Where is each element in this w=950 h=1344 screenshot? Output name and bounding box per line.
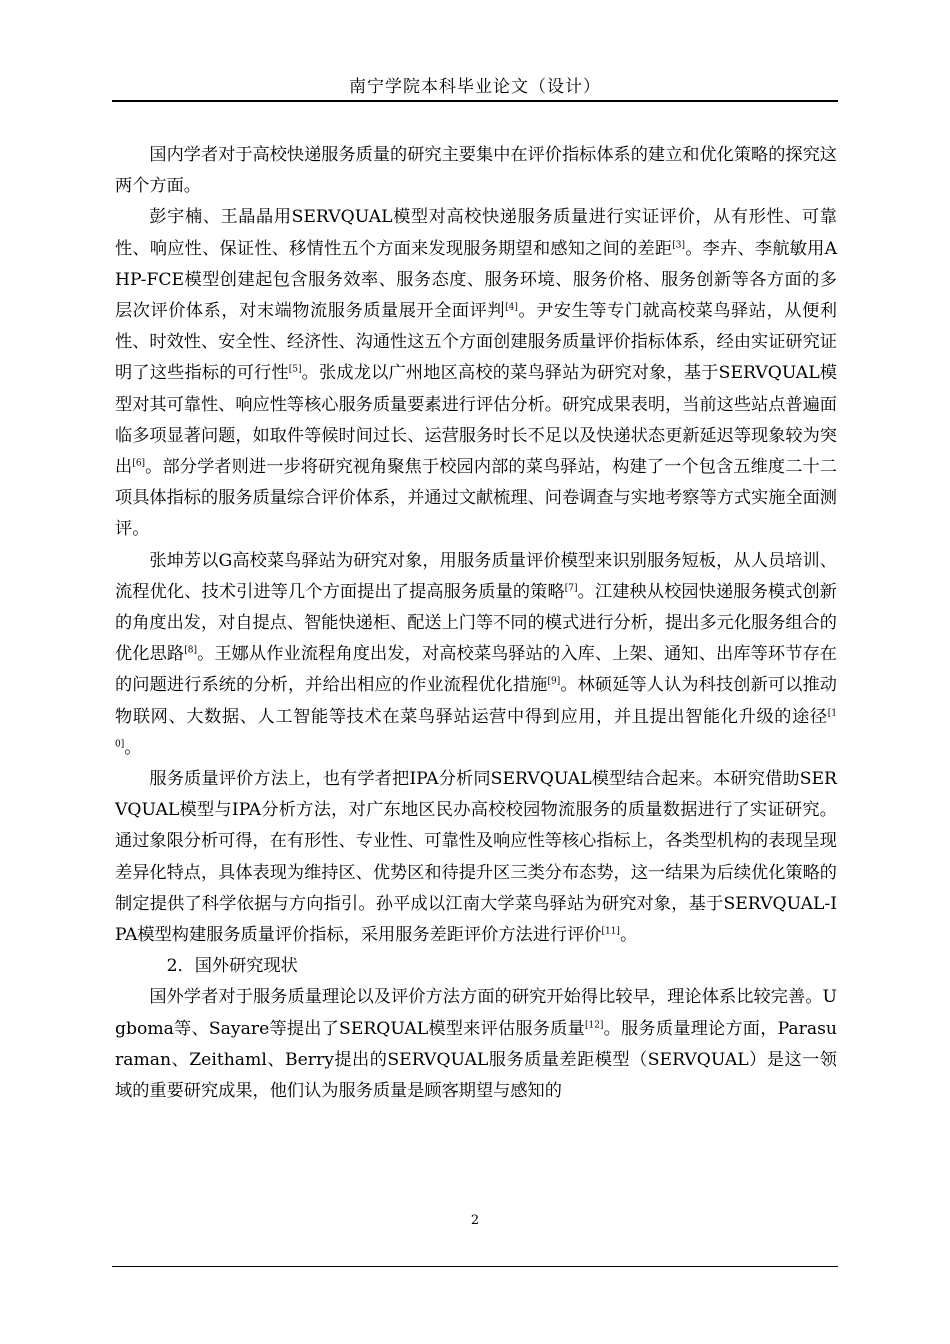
paragraph (115, 140, 837, 202)
text-run: 国外学者对于服务质量理论以及评价方法方面的研究开始得比较早，理论体系比较完善。Ugboma等、Sayare等提出了SERQUAL模型来评估服务质量 (115, 987, 837, 1039)
text-run: 。江建秧从校园快递服务模式创新的角度出发，对自提点、智能快递柜、配送上门等不同的模式进行分析，提出多元化服务组合的优化思路 (115, 581, 837, 665)
paragraph (115, 982, 837, 1107)
text-run: 。尹安生等专门就高校菜鸟驿站，从便利性、时效性、安全性、经济性、沟通性这五个方面创建服务质量评价指标体系，经由实证研究证明了这些指标的可行性 (115, 301, 837, 384)
header-rule (112, 100, 838, 102)
citation-marker: [6] (132, 458, 146, 469)
text-run: 。服务质量理论方面，Parasuraman、Zeithaml、Berry提出的SERVQUAL服务质量差距模型（SERVQUAL）是这一领域的重要研究成果，他们认为服务质量是顾客期望与感知的 (115, 1018, 837, 1102)
paragraph (115, 546, 837, 764)
text-run: 。林硕延等人认为科技创新可以推动物联网、大数据、人工智能等技术在菜鸟驿站运营中得到应用，并且提出智能化升级的途径 (115, 675, 837, 727)
text-run: 2．国外研究现状 (166, 956, 298, 977)
text-run: 。李卉、李航敏用AHP-FCE模型创建起包含服务效率、服务态度、服务环境、服务价格、服务创新等各方面的多层次评价体系，对末端物流服务质量展开全面评判 (115, 238, 837, 322)
page-number: 2 (470, 1213, 480, 1228)
citation-marker: [8] (184, 645, 197, 656)
section-heading (115, 951, 837, 982)
citation-marker: [4] (505, 302, 518, 313)
text-run: 服务质量评价方法上，也有学者把IPA分析同SERVQUAL模型结合起来。本研究借助SERVQUAL模型与IPA分析方法，对广东地区民办高校校园物流服务的质量数据进行了实证研究。通过象限分析可得，在有形性、专业性、可靠性及响应性等核心指标上，各类型机构的表现呈现差异化特点，具体表现为维持区、优势区和待提升区三类分布态势，这一结果为后续优化策略的制定提供了科学依据与方向指引。孙平成以江南大学菜鸟驿站为研究对象，基于SERVQUAL-IPA模型构建服务质量评价指标，采用服务差距评价方法进行评价 (115, 769, 837, 946)
citation-marker: [3] (672, 239, 686, 250)
text-run: 。王娜从作业流程角度出发，对高校菜鸟驿站的入库、上架、通知、出库等环节存在的问题进行系统的分析，并给出相应的作业流程优化措施 (115, 644, 837, 696)
citation-marker: [12] (584, 1019, 604, 1030)
citation-marker: [11] (601, 926, 620, 937)
page-header-title: 南宁学院本科毕业论文（设计） (349, 77, 601, 97)
citation-marker: [5] (288, 364, 302, 375)
citation-marker: [10] (115, 707, 837, 750)
text-run: 。 (124, 737, 142, 758)
text-run: 彭宇楠、王晶晶用SERVQUAL模型对高校快递服务质量进行实证评价，从有形性、可靠性、响应性、保证性、移情性五个方面来发现服务期望和感知之间的差距 (115, 207, 837, 259)
text-run: 。张成龙以广州地区高校的菜鸟驿站为研究对象，基于SERVQUAL模型对其可靠性、响应性等核心服务质量要素进行评估分析。研究成果表明，当前这些站点普遍面临多项显著问题，如取件等候时间过长、运营服务时长不足以及快递状态更新延迟等现象较为突出 (115, 363, 837, 478)
footer-rule (112, 1266, 838, 1267)
citation-marker: [7] (564, 583, 578, 594)
text-run: 。部分学者则进一步将研究视角聚焦于校园内部的菜鸟驿站，构建了一个包含五维度二十二项具体指标的服务质量综合评价体系，并通过文献梳理、问卷调查与实地考察等方式实施全面测评。 (115, 457, 837, 540)
text-run: 。 (619, 925, 638, 946)
paragraph (115, 764, 837, 951)
paragraph (115, 202, 837, 545)
text-run: 张坤芳以G高校菜鸟驿站为研究对象，用服务质量评价模型来识别服务短板，从人员培训、流程优化、技术引进等几个方面提出了提高服务质量的策略 (115, 550, 837, 602)
text-run: 国内学者对于高校快递服务质量的研究主要集中在评价指标体系的建立和优化策略的探究这两个方面。 (115, 145, 837, 197)
citation-marker: [9] (547, 676, 561, 687)
body-text (115, 140, 837, 1107)
